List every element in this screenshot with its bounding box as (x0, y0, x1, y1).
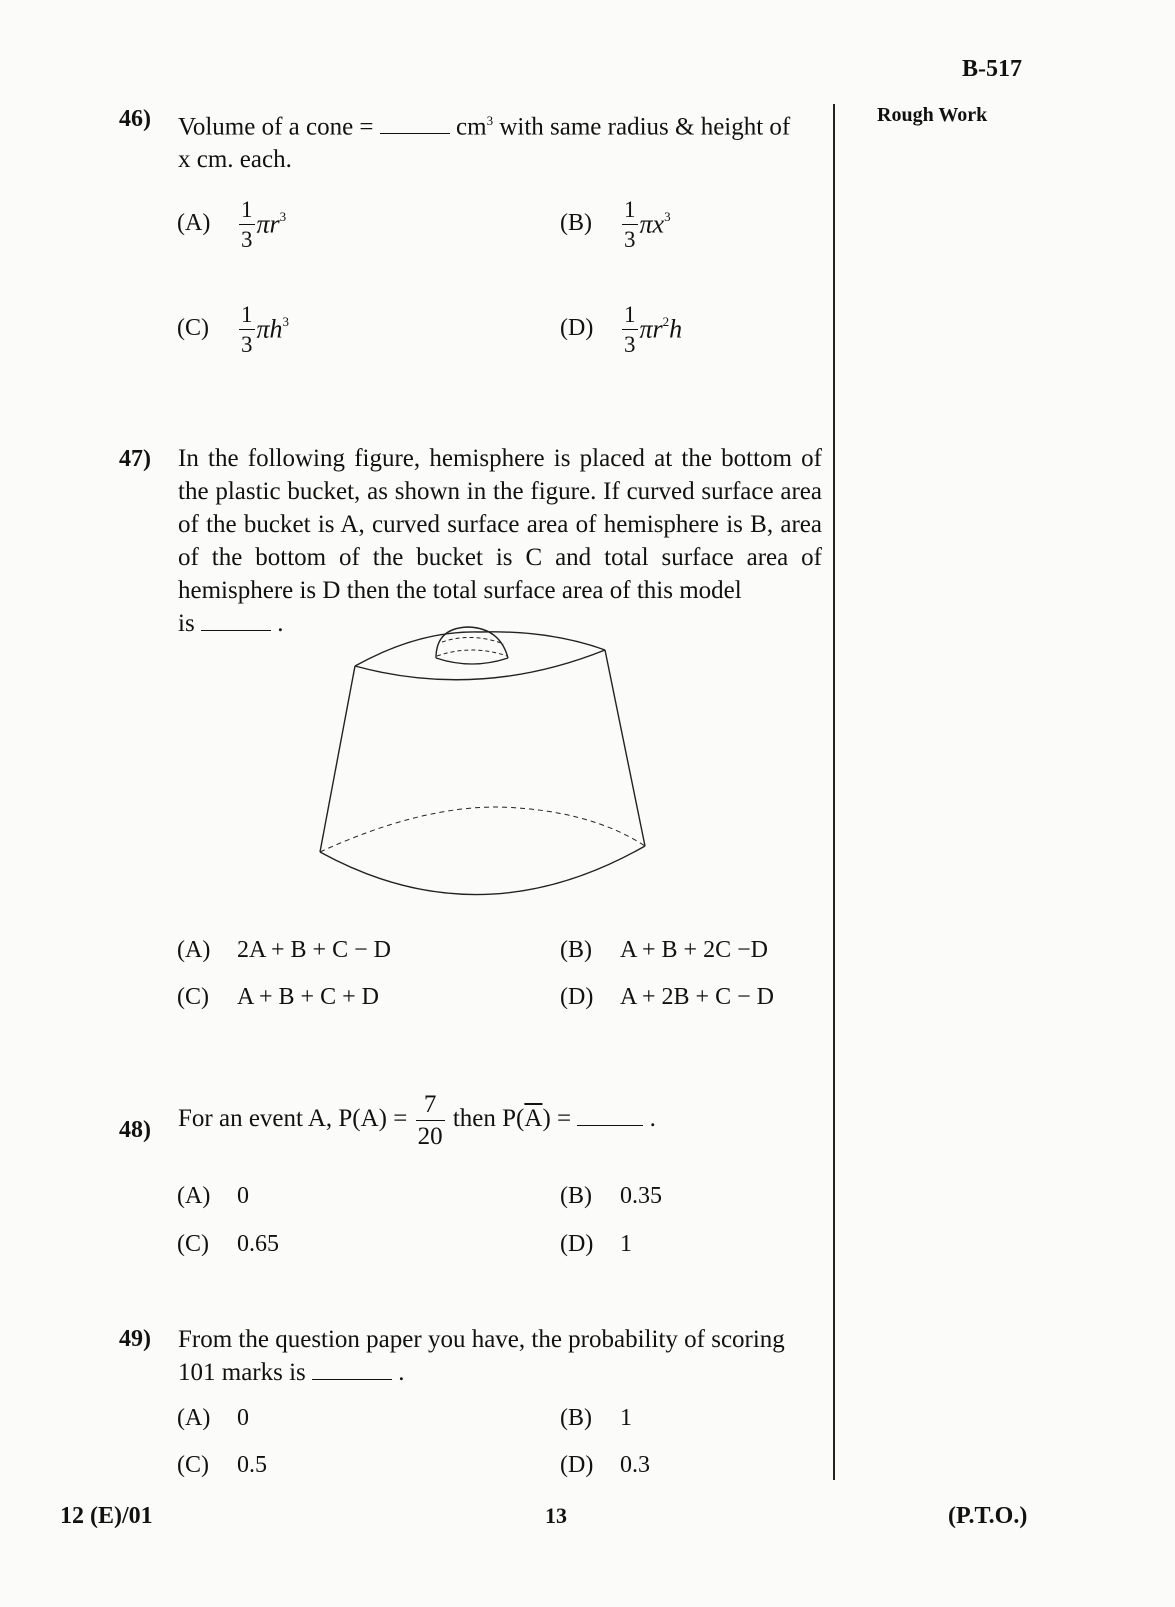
q46-c-numerator: 1 (241, 302, 253, 327)
q46-option-a[interactable] (177, 198, 286, 251)
q48-blank (577, 1124, 643, 1126)
q46-text-sup: 3 (486, 113, 494, 128)
q47-option-d-label: (D) (560, 984, 594, 1010)
q46-b-denominator: 3 (622, 224, 638, 251)
q46-text-part1: Volume of a cone = (178, 113, 374, 141)
q47-option-c-value: A + B + C + D (237, 984, 379, 1010)
bucket-bottom-hidden-edge (320, 807, 645, 852)
q48-option-d-value: 1 (620, 1231, 632, 1257)
q46-option-d[interactable] (560, 303, 682, 356)
q46-d-tail: h (669, 314, 683, 344)
q49-option-a[interactable] (177, 1405, 249, 1432)
q46-option-c-label: (C) (177, 315, 209, 342)
bucket-left-side (320, 666, 355, 852)
q49-text-part2: 101 marks is (178, 1359, 306, 1386)
bucket-bottom-front-edge (320, 846, 645, 895)
bucket-right-side (605, 650, 645, 846)
q46-b-sup: 3 (664, 209, 671, 225)
q49-option-a-value: 0 (237, 1405, 249, 1431)
q48-option-a-value: 0 (237, 1183, 249, 1209)
q46-blank (380, 132, 450, 134)
q46-text (178, 104, 828, 176)
q47-option-b-label: (B) (560, 937, 592, 963)
q46-d-numerator: 1 (624, 302, 636, 327)
q47-option-c[interactable] (177, 984, 379, 1011)
q49-text: From the question paper you have, the probability of scoring 101 marks is . (178, 1326, 785, 1386)
q48-text-part2: then P( (452, 1105, 525, 1133)
q48-option-a-label: (A) (177, 1183, 211, 1209)
q46-c-expr: πh (256, 314, 283, 344)
q47-text-end: is . (178, 610, 284, 637)
q49-option-c-value: 0.5 (237, 1452, 267, 1478)
q49-option-b[interactable] (560, 1405, 632, 1432)
paper-code: B-517 (962, 56, 1022, 82)
q46-text-part2: cm (456, 113, 487, 141)
q49-option-a-label: (A) (177, 1405, 211, 1431)
bucket-top-back-edge (355, 632, 605, 666)
q48-option-c-value: 0.65 (237, 1231, 279, 1257)
q47-option-b[interactable] (560, 937, 768, 964)
q49-option-c-label: (C) (177, 1452, 209, 1478)
bucket-top-front-edge (355, 650, 605, 680)
q47-blank (201, 629, 271, 631)
hemisphere-base-front (436, 658, 508, 664)
q49-option-c[interactable] (177, 1452, 267, 1479)
q48-option-b[interactable] (560, 1183, 662, 1210)
q48-text: For an event A, P(A) = $\frac{7}{20}$ then $P(\overline{A})$ = . (178, 1091, 656, 1150)
q48-option-a[interactable] (177, 1183, 249, 1210)
q46-a-denominator: 3 (239, 224, 255, 251)
q48-option-d-label: (D) (560, 1231, 594, 1257)
q46-number: 46) (119, 106, 151, 132)
pto-label: (P.T.O.) (948, 1503, 1028, 1529)
q48-number: 48) (119, 1117, 151, 1143)
q46-option-b[interactable] (560, 198, 671, 251)
q46-a-sup: 3 (279, 209, 287, 225)
q46-option-a-label: (A) (177, 210, 211, 237)
q46-b-numerator: 1 (624, 197, 636, 222)
q47-option-b-value: A + B + 2C −D (620, 937, 768, 963)
q46-d-denominator: 3 (622, 329, 638, 356)
q48-frac-denominator: 20 (416, 1120, 445, 1149)
q49-text-part1: From the question paper you have, the probability of scoring (178, 1326, 785, 1353)
q48-a-bar: $\overline{A}$ (524, 1105, 543, 1133)
q46-text-line2: x cm. each. (178, 146, 292, 174)
footer-paper-id: 12 (E)/01 (60, 1503, 153, 1529)
q47-option-a-label: (A) (177, 937, 211, 963)
q47-number: 47) (119, 446, 151, 472)
q46-option-b-label: (B) (560, 210, 592, 237)
bucket-figure (300, 620, 660, 920)
q49-option-d-label: (D) (560, 1452, 594, 1478)
q46-d-sup: 2 (662, 314, 670, 330)
q48-option-b-value: 0.35 (620, 1183, 662, 1209)
q49-number: 49) (119, 1326, 151, 1352)
q48-option-c-label: (C) (177, 1231, 209, 1257)
page-number: 13 (545, 1503, 567, 1528)
q49-option-d[interactable] (560, 1452, 650, 1479)
q49-option-b-label: (B) (560, 1405, 592, 1431)
hemisphere-hidden-edge-1 (442, 637, 504, 644)
q46-c-sup: 3 (282, 314, 290, 330)
q46-c-denominator: 3 (239, 329, 255, 356)
q48-text-part3: ) = (542, 1105, 572, 1133)
q49-option-d-value: 0.3 (620, 1452, 650, 1478)
q46-option-c[interactable] (177, 303, 289, 356)
q47-option-a-value: 2A + B + C − D (237, 937, 391, 963)
q47-text: In the following figure, hemisphere is placed at the bottom of the plastic bucket, as shown in the figure. If curved surface area of the bucket is A, curved surface area of hemisphere is B, area of the bottom of the bucket is C and total surface area of hemisphere is D then the total surface area of this model (178, 445, 822, 604)
q48-option-c[interactable] (177, 1231, 279, 1258)
q46-text-part3: with same radius & height of (493, 113, 791, 141)
q49-blank (312, 1378, 392, 1380)
q46-b-expr: πx (639, 209, 665, 239)
q46-option-d-label: (D) (560, 315, 594, 342)
q48-option-b-label: (B) (560, 1183, 592, 1209)
column-divider (833, 104, 835, 1480)
q48-option-d[interactable] (560, 1231, 632, 1258)
q47-text-end-word: is (178, 610, 195, 637)
q47-option-c-label: (C) (177, 984, 209, 1010)
q48-text-part1: For an event A, P(A) = (178, 1105, 408, 1133)
q46-a-numerator: 1 (241, 197, 253, 222)
q46-a-expr: πr (256, 209, 280, 239)
q48-frac-numerator: 7 (423, 1091, 437, 1118)
rough-work-label: Rough Work (877, 104, 988, 126)
q46-d-expr: πr (639, 314, 663, 344)
q47-option-a[interactable] (177, 937, 391, 964)
hemisphere-hidden-edge-2 (437, 650, 507, 656)
q47-option-d[interactable] (560, 984, 774, 1011)
q47-option-d-value: A + 2B + C − D (620, 984, 774, 1010)
q49-option-b-value: 1 (620, 1405, 632, 1431)
